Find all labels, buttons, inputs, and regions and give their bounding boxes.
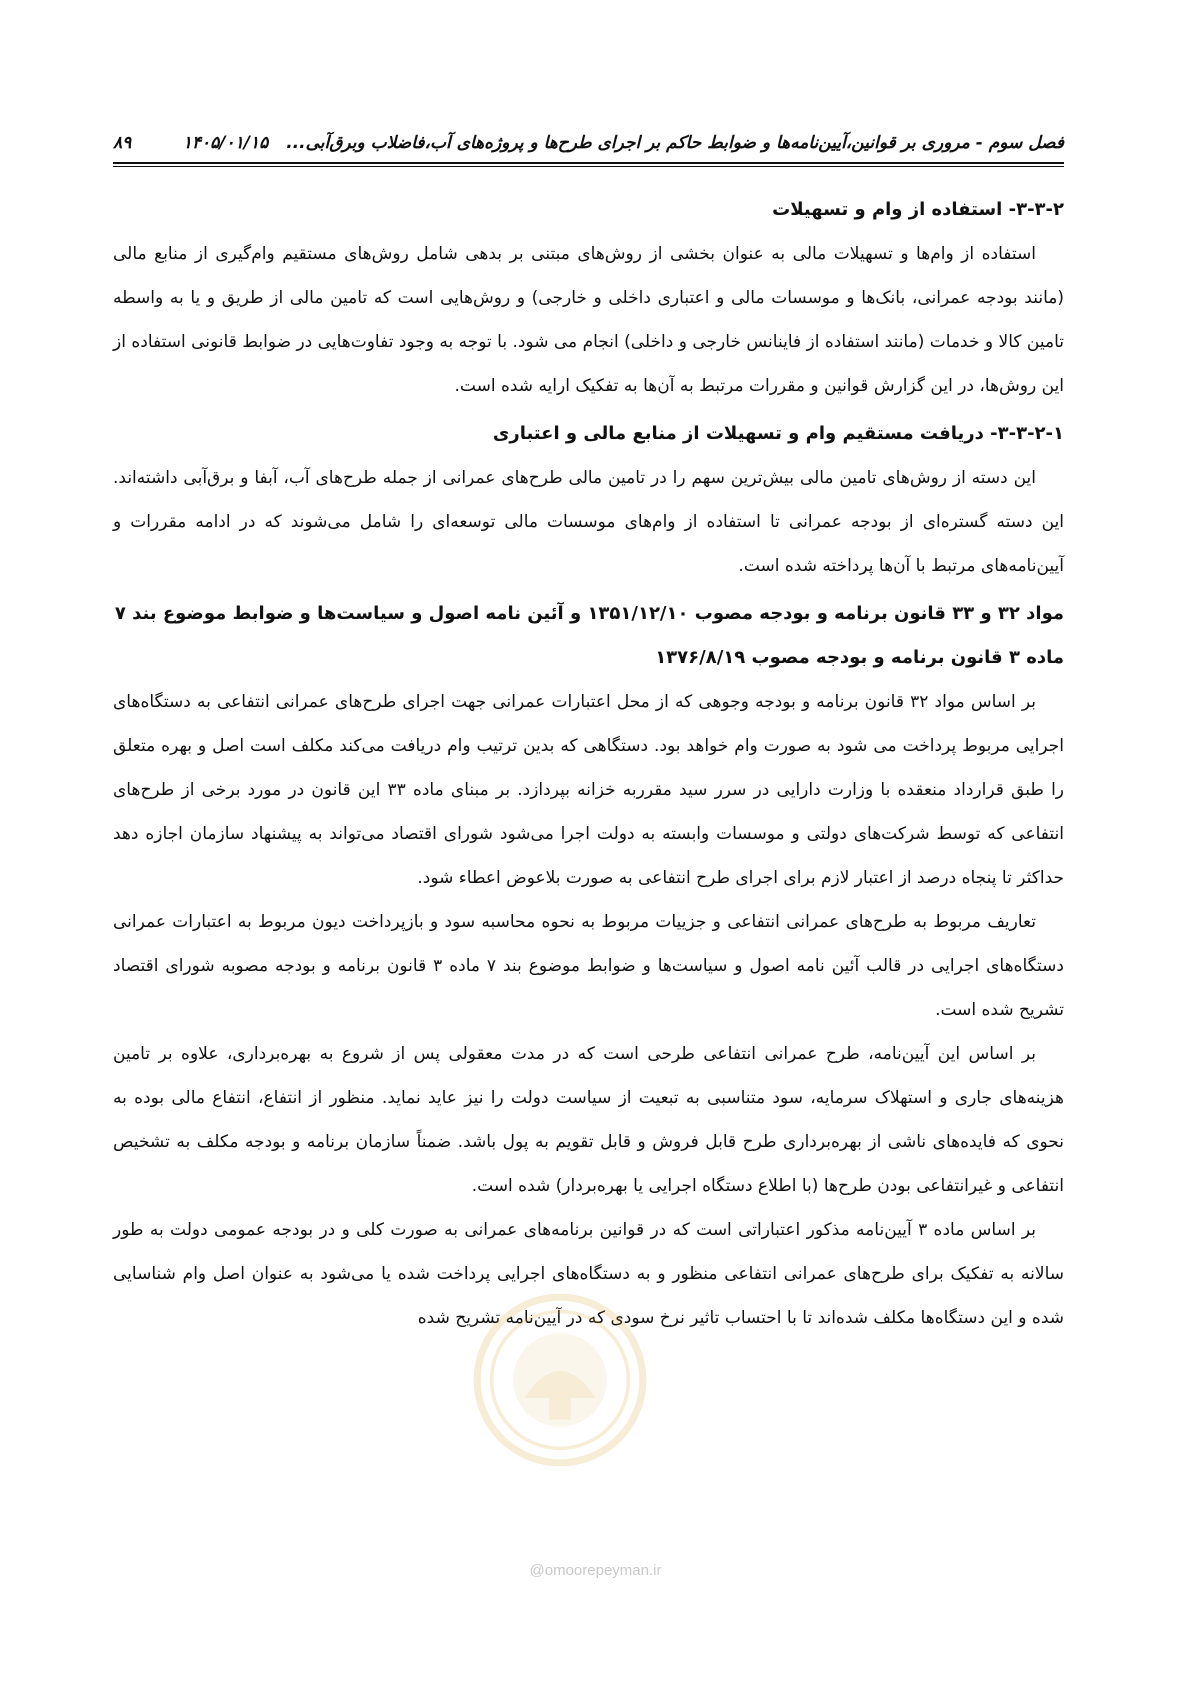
header-divider [113, 162, 1064, 164]
section-heading: مواد ۳۲ و ۳۳ قانون برنامه و بودجه مصوب ۱۳۵۱/۱۲/۱۰ و آئین نامه اصول و سیاست‌ها و ضوابط موضوع بند ۷ ماده ۳ قانون برنامه و بودجه مصوب ۱۳۷۶/۸/۱۹ [114, 603, 1064, 668]
section [113, 412, 1064, 588]
running-header [113, 130, 1064, 156]
section [113, 592, 1064, 1340]
section-heading: ۳-۳-۲- استفاده از وام و تسهیلات [772, 199, 1064, 220]
paragraph: تعاریف مربوط به طرح‌های عمرانی انتفاعی و جزییات مربوط به نحوه محاسبه سود و بازپرداخت دیون مربوط به اعتبارات عمرانی دستگاه‌های اجرایی در قالب آئین نامه اصول و سیاست‌ها و ضوابط موضوع بند ۷ ماده ۳ قانون برنامه و بودجه مصوبه شورای اقتصاد تشریح شده است. [113, 912, 1064, 1020]
paragraph: این دسته از روش‌های تامین مالی بیش‌ترین سهم را در تامین مالی طرح‌های عمرانی از جمله طرح‌های آب، آبفا و برق‌آبی داشته‌اند. این دسته گستره‌ای از بودجه عمرانی تا استفاده از وام‌های موسسات مالی توسعه‌ای را شامل می‌شوند که در ادامه مقررات و آیین‌نامه‌های مرتبط با آن‌ها پرداخته شده است. [113, 468, 1064, 576]
header-divider-thin [113, 166, 1064, 167]
page-body [113, 188, 1064, 1340]
header-title: فصل سوم - مروری بر قوانین،آیین‌نامه‌ها و ضوابط حاکم بر اجرای طرح‌ها و پروژه‌های آب،فاضلاب وبرق‌آبی... [286, 133, 1064, 153]
watermark-text: @omoorepeyman.ir [529, 1562, 662, 1579]
paragraph: بر اساس مواد ۳۲ قانون برنامه و بودجه وجوهی که از محل اعتبارات عمرانی جهت اجرای طرح‌های عمرانی انتفاعی به دستگاه‌های اجرایی مربوط پرداخت می شود به صورت وام خواهد بود. دستگاهی که بدین ترتیب وام دریافت می‌کند مکلف است اصل و بهره متعلق را طبق قرارداد منعقده با وزارت دارایی در سرر سید مقرربه خزانه بپردازد. بر مبنای ماده ۳۳ این قانون در مورد برخی از طرح‌های انتفاعی که توسط شرکت‌های دولتی و موسسات وابسته به دولت اجرا می‌شود شورای اقتصاد می‌تواند به پیشنهاد سازمان اجازه دهد حداکثر تا پنجاه درصد از اعتبار لازم برای اجرای طرح انتفاعی به صورت بلاعوض اعطاء شود. [113, 692, 1065, 888]
page-number: ۸۹ [113, 133, 132, 153]
header-date: ۱۴۰۵/۰۱/۱۵ [182, 133, 269, 153]
paragraph: بر اساس این آیین‌نامه، طرح عمرانی انتفاعی طرحی است که در مدت معقولی پس از شروع به بهره‌برداری، علاوه بر تامین هزینه‌های جاری و استهلاک سرمایه، سود متناسبی به تبعیت از سیاست دولت را نیز عاید نماید. منظور از انتفاع، انتفاع مالی بوده به نحوی که فایده‌های ناشی از بهره‌برداری طرح قابل فروش و قابل تقویم به پول باشد. ضمناً سازمان برنامه و بودجه مکلف به تشخیص انتفاعی و غیرانتفاعی بودن طرح‌ها (با اطلاع دستگاه اجرایی یا بهره‌بردار) شده است. [113, 1044, 1064, 1196]
paragraph: استفاده از وام‌ها و تسهیلات مالی به عنوان بخشی از روش‌های مبتنی بر بدهی شامل روش‌های مستقیم وام‌گیری از منابع مالی (مانند بودجه عمرانی، بانک‌ها و موسسات مالی و اعتباری داخلی و خارجی) و روش‌هایی است که تامین مالی از طریق و یا به واسطه تامین کالا و خدمات (مانند استفاده از فاینانس خارجی و داخلی) انجام می شود. با توجه به وجود تفاوت‌هایی در ضوابط قانونی استفاده از این روش‌ها، در این گزارش قوانین و مقررات مرتبط به آن‌ها به تفکیک ارایه شده است. [113, 244, 1064, 396]
paragraph: بر اساس ماده ۳ آیین‌نامه مذکور اعتباراتی است که در قوانین برنامه‌های عمرانی به صورت کلی و در بودجه عمومی دولت به طور سالانه به تفکیک برای طرح‌های عمرانی انتفاعی منظور و به دستگاه‌های اجرایی پرداخت شده یا می‌شود به عنوان اصل وام شناسایی شده و این دستگاه‌ها مکلف شده‌اند تا با احتساب تاثیر نرخ سودی که در آیین‌نامه تشریح شده [113, 1220, 1064, 1328]
section [113, 188, 1064, 408]
section-heading: ۳-۳-۲-۱- دریافت مستقیم وام و تسهیلات از منابع مالی و اعتباری [492, 423, 1064, 444]
